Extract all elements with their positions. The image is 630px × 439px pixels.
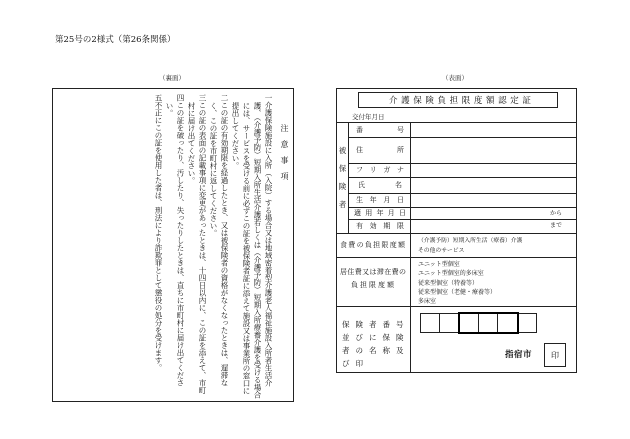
insured-number-value bbox=[411, 123, 576, 137]
label-name: 氏 名 bbox=[358, 181, 402, 189]
note-item bbox=[153, 94, 164, 400]
notes-title: 注意事項 bbox=[280, 124, 289, 188]
room-type-list bbox=[418, 260, 496, 306]
food-service-other: その他のサービス bbox=[418, 248, 465, 254]
insurer-digit-box bbox=[517, 314, 536, 332]
label-furigana: フ リ ガ ナ bbox=[356, 166, 404, 174]
name-value bbox=[411, 178, 576, 193]
insurer-digit-highlight bbox=[458, 312, 519, 334]
furigana-value bbox=[411, 164, 576, 177]
note-number: 四 bbox=[176, 94, 185, 102]
seal-mark: 印 bbox=[551, 350, 559, 360]
until-suffix: まで bbox=[550, 222, 563, 229]
label-insurer-line: 並びに保険 bbox=[342, 333, 410, 342]
insurer-name: 指宿市 bbox=[505, 350, 533, 360]
birth-date-value bbox=[411, 194, 576, 207]
note-number: 一 bbox=[264, 94, 273, 102]
note-item bbox=[186, 94, 208, 400]
note-item bbox=[230, 94, 274, 400]
insurer-digit-box bbox=[421, 314, 439, 332]
note-text: この証の表面の記載事項に変更があったときは、十四日以内に、この証を添えて、市町村に届け出てください。 bbox=[187, 101, 207, 394]
room-type-item: ユニット型個室 bbox=[418, 261, 460, 268]
room-type-item: 従来型個室（老健・療養等） bbox=[418, 288, 497, 296]
notes-list bbox=[140, 94, 274, 400]
label-insurer-line: び印 bbox=[342, 359, 369, 368]
note-item bbox=[164, 94, 186, 400]
room-type-item: 従来型個室（特養等） bbox=[418, 279, 479, 287]
back-side-label: （裏面） bbox=[159, 74, 185, 82]
note-text: この証の有効期限を経過したとき、又は被保険者の資格がなくなったときは、遅滞なく、この証を市町村に返してください。 bbox=[209, 101, 229, 387]
food-service-short-stay: （介護予防）短期入所生活（療養）介護 bbox=[418, 238, 523, 244]
note-text: この証を破ったり、汚したり、失ったりしたときは、直ちに市町村に届け出てください。 bbox=[165, 101, 185, 387]
issue-date-label: 交付年月日 bbox=[352, 113, 385, 121]
seal-box bbox=[544, 343, 566, 367]
label-birth-date: 生 年 月 日 bbox=[356, 196, 404, 204]
apply-date-value bbox=[411, 208, 546, 219]
from-suffix: から bbox=[550, 210, 563, 217]
address-value bbox=[411, 138, 576, 163]
note-text: 不正にこの証を使用した者は、刑法により詐欺罪として懲役の処分を受けます。 bbox=[154, 101, 163, 372]
label-insured-number: 番 号 bbox=[356, 125, 404, 134]
note-number: 五 bbox=[154, 94, 163, 102]
label-residence-line2: 負 担 限 度 額 bbox=[351, 281, 394, 289]
label-expiry: 有 効 期 限 bbox=[356, 222, 404, 230]
food-service-types bbox=[418, 236, 522, 256]
note-number: 三 bbox=[198, 94, 207, 102]
label-food-limit: 食 費 の 負 担 限 度 額 bbox=[340, 241, 405, 249]
front-side-label: （表面） bbox=[442, 74, 468, 82]
certificate-title: 介 護 保 険 負 担 限 度 額 認 定 証 bbox=[358, 92, 558, 108]
label-apply-date: 適 用 年 月 日 bbox=[354, 209, 406, 217]
form-number-header: 第25号の2様式（第26条関係） bbox=[55, 35, 176, 45]
note-text: 介護保険施設に入所（入院）する場合又は地域密着型介護老人福祉施設入所者生活介護、（介護予防）短期入所生活介護若しくは（介護予防）短期入所療養介護を受ける場合には、サービスを受ける前に必ずこの証を被保険者証に添えて施設又は事業所の窓口に提出してください。 bbox=[231, 101, 273, 398]
label-insurer bbox=[342, 318, 410, 370]
insured-person-label: 被 保 険 者 bbox=[338, 146, 347, 209]
row-rule bbox=[336, 257, 577, 258]
label-residence-line1: 居 住 費 又 は 滞 在 費 の bbox=[340, 268, 406, 276]
insurer-digit-box bbox=[439, 314, 458, 332]
note-item bbox=[208, 94, 230, 400]
label-address: 住 所 bbox=[356, 146, 404, 154]
note-number: 二 bbox=[220, 94, 229, 102]
label-insurer-line: 保険者番号 bbox=[342, 320, 410, 329]
label-insurer-line: 者の名称及 bbox=[342, 346, 410, 355]
room-type-item: 多床室 bbox=[418, 298, 437, 306]
expiry-value bbox=[411, 220, 546, 233]
room-type-item: ユニット型個室的多床室 bbox=[418, 270, 484, 278]
